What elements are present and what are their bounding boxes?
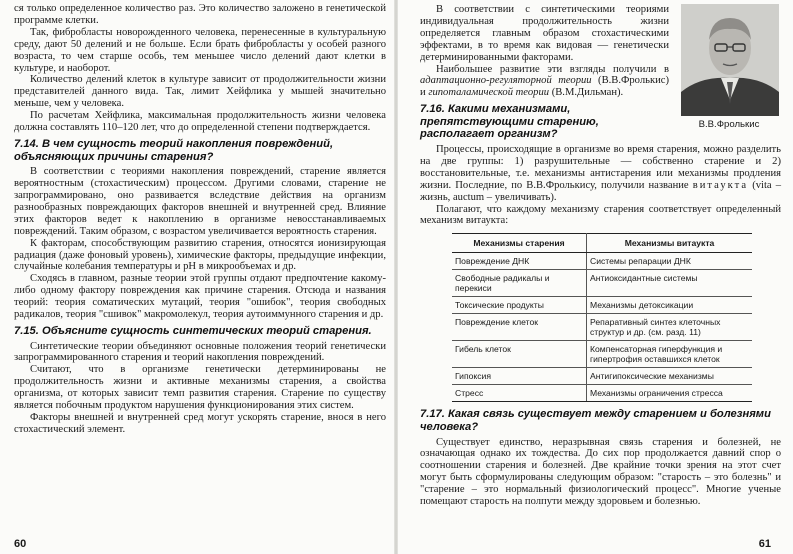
- views-text-b: (В.В.Фролькис) и: [420, 75, 669, 99]
- aging-mechanisms-table: [452, 233, 752, 402]
- table-header-aging: Механизмы старения: [452, 234, 587, 253]
- table-row: [452, 314, 752, 341]
- table-cell: Системы репарации ДНК: [587, 253, 753, 270]
- paragraph-hayflick-estimate: По расчетам Хейфлика, максимальная продолжительность жизни человека должна составлять 110–120 лет, что до определенной степени подтверждается.: [14, 110, 386, 134]
- portrait-figure: [677, 4, 781, 130]
- table-row: [452, 385, 752, 402]
- table-cell: Механизмы ограничения стресса: [587, 385, 753, 402]
- table-cell: Антигипоксические механизмы: [587, 368, 753, 385]
- paragraph-table-intro: Полагают, что каждому механизму старения соответствует определенный механизм витаукта:: [420, 203, 781, 227]
- paragraph-aging-factors: К факторам, способствующим развитию старения, относятся ионизирующая радиация (даже фоновый уровень), химические факторы, предыдущие инфекции, случайные колебания температуры и pH в микрообъемах и др.: [14, 237, 386, 273]
- portrait-photo: [681, 4, 779, 116]
- paragraph-fibroblasts: Так, фибробласты новорожденного человека, перенесенные в культуральную среду, дают 50 делений и не больше. Если брать фибробласты у особей разного возраста, то чем старше особь, тем меньшее число делений дают клетки в культуре, и наоборот.: [14, 26, 386, 74]
- page-number-left: 60: [14, 538, 27, 550]
- table-row: [452, 253, 752, 270]
- table-cell: Повреждение клеток: [452, 314, 587, 341]
- table-cell: Токсические продукты: [452, 297, 587, 314]
- table-row: [452, 368, 752, 385]
- vitauct-text-a: Процессы, происходящие в организме во время старения, можно разделить на две группы: 1) разрушительные — собственно старение и 2) восстановительные, т.е. механизмы антистарения или механизмы продления жизни. Последние, по В.В.Фролькису, получили название: [420, 144, 781, 191]
- left-page: [0, 0, 394, 554]
- paragraph-theory-names: Сходясь в главном, разные теории этой группы отдают предпочтение какому-либо одному фактору повреждения как причине старения. Отсюда и названия теорий: теория соматических мутаций, теория "ошибок", теория свободных радикалов, теория "сшивок" макромолекул, теория аутоиммунного старения и др.: [14, 273, 386, 321]
- heading-7-14: 7.14. В чем сущность теорий накопления повреждений, объясняющих причины старения?: [14, 137, 334, 163]
- vitauct-text-b: (vita – жизнь, auctum – увеличивать).: [420, 179, 782, 203]
- table-cell: Гибель клеток: [452, 341, 587, 368]
- paragraph-continuation: ся только определенное количество раз. Это количество заложено в генетической программе клетки.: [14, 3, 386, 26]
- paragraph-synthetic-intro: В соответствии с синтетическими теориями индивидуальная продолжительность жизни определяется главным образом стохастическими эффектами, в то время как видовая — генетически детерминированными факторами.: [420, 4, 669, 63]
- heading-7-15: 7.15. Объясните сущность синтетических теорий старения.: [14, 324, 372, 337]
- table-row: [452, 297, 752, 314]
- table-cell: Механизмы детоксикации: [587, 297, 753, 314]
- right-page: [398, 0, 793, 554]
- paragraph-cell-divisions: Количество делений клеток в культуре зависит от продолжительности жизни представителей данного вида. Так, лимит Хейфлика у мышей значительно меньше, чем у человека.: [14, 74, 386, 110]
- table-cell: Свободные радикалы и перекиси: [452, 270, 587, 297]
- table-header-vitauct: Механизмы витаукта: [587, 234, 753, 253]
- table-cell: Гипоксия: [452, 368, 587, 385]
- heading-7-16: 7.16. Какими механизмами, препятствующими старению, располагает организм?: [420, 103, 599, 141]
- table-cell: Стресс: [452, 385, 587, 402]
- vitauct-term: витаукта: [692, 179, 749, 191]
- views-text-c: (В.М.Дильман).: [549, 87, 624, 99]
- table-cell: Повреждение ДНК: [452, 253, 587, 270]
- paragraph-genetic-determination: Считают, что в организме генетически детерминированы не продолжительность жизни и активные механизмы старения, а свойства организма, от которых зависит темп развития старения. Старение по существу является побочным продуктом нарушения функционирования этих систем.: [14, 364, 386, 412]
- table-cell: Компенсаторная гиперфункция и гипертрофия оставшихся клеток: [587, 341, 753, 368]
- views-text-a: Наибольшее развитие эти взгляды получили в: [436, 63, 669, 75]
- adaptation-theory-term: адаптационно-регуляторной теории: [420, 75, 592, 87]
- page-number-right: 61: [758, 538, 771, 550]
- paragraph-damage-theories: В соответствии с теориями накопления повреждений, старение является вероятностным (стохастическим) процессом. Другими словами, старение не запрограммировано, оно развивается вследствие действия на организм разнообразных повреждающих факторов внешней и внутренней сред. Влияние этих факторов ведет к накоплению в организме невосстанавливаемых повреждений. Таким образом, с возрастом увеличивается вероятность старения.: [14, 166, 386, 237]
- hypothalamic-theory-term: гипоталамической теории: [428, 87, 550, 99]
- table-row: [452, 270, 752, 297]
- table-cell: Антиоксидантные системы: [587, 270, 753, 297]
- table-cell: Репаративный синтез клеточных структур и др. (см. разд. 11): [587, 314, 753, 341]
- portrait-caption: В.В.Фролькис: [698, 119, 760, 130]
- table-header-row: [452, 234, 752, 253]
- heading-7-17: 7.17. Какая связь существует между старением и болезнями человека?: [420, 408, 771, 433]
- paragraph-aging-disease: Существует единство, неразрывная связь старения и болезней, не означающая однако их тождества. До сих пор продолжается давний спор о соотношении старения и болезней. Две крайние точки зрения на этот счет могут быть сформулированы следующим образом: "старость – это болезнь" и "старение – это нормальный физиологический процесс". Многие ученые помещают старость на полпути между здоровьем и болезнью.: [420, 436, 781, 508]
- table-row: [452, 341, 752, 368]
- paragraph-synthetic-theories: Синтетические теории объединяют основные положения теорий генетически запрограммированного старения и теорий накопления повреждений.: [14, 340, 386, 364]
- paragraph-vitauct: [420, 144, 781, 204]
- paragraph-stochastic-element: Факторы внешней и внутренней сред могут ускорять старение, внося в него стохастический элемент.: [14, 411, 386, 435]
